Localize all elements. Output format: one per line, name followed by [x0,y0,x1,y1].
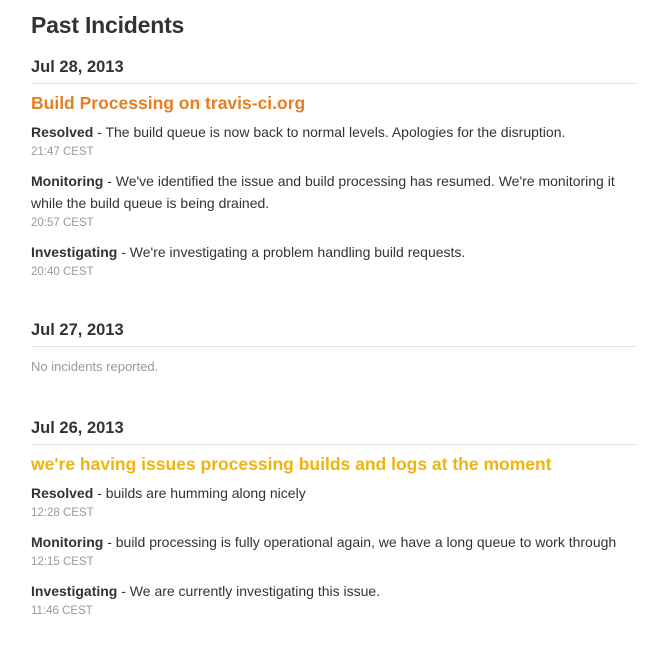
incident-update-monitoring [31,531,636,571]
incident-update-monitoring [31,170,636,232]
day-date: Jul 28, 2013 [31,56,636,84]
update-status: Resolved [31,485,94,501]
page-title: Past Incidents [31,12,185,38]
update-body [31,482,636,504]
day-jul-28-2013 [31,56,636,281]
day-jul-27-2013 [31,319,636,377]
day-date: Jul 26, 2013 [31,417,636,445]
incident-title-link[interactable]: Build Processing on travis-ci.org [31,93,306,113]
update-timestamp: 20:40 CEST [31,266,94,278]
update-timestamp: 20:57 CEST [31,217,94,229]
incident-update-investigating [31,580,636,620]
update-body [31,121,636,143]
update-message: - We are currently investigating this issue. [117,583,381,599]
update-status: Investigating [31,583,118,599]
incident-title-link[interactable]: we're having issues processing builds and logs at the moment [31,454,552,474]
incident-update-resolved [31,121,636,161]
update-body [31,580,636,602]
update-message: - We've identified the issue and build processing has resumed. We're monitoring it while the build queue is being drained. [31,173,615,211]
incident-update-resolved [31,482,636,522]
incident-update-investigating [31,241,636,281]
update-timestamp: 21:47 CEST [31,146,94,158]
update-status: Investigating [31,244,118,260]
update-timestamp: 11:46 CEST [31,605,93,617]
update-message: - builds are humming along nicely [93,485,306,501]
update-message: - build processing is fully operational again, we have a long queue to work through [103,534,617,550]
update-body [31,531,636,553]
update-status: Monitoring [31,173,104,189]
update-message: - We're investigating a problem handling build requests. [117,244,466,260]
update-body [31,170,636,214]
past-incidents-page [31,8,636,629]
day-jul-26-2013 [31,417,636,620]
update-message: - The build queue is now back to normal levels. Apologies for the disruption. [93,124,566,140]
day-date: Jul 27, 2013 [31,319,636,347]
update-timestamp: 12:28 CEST [31,507,94,519]
no-incidents-message: No incidents reported. [31,359,159,374]
update-status: Monitoring [31,534,104,550]
update-status: Resolved [31,124,94,140]
update-body [31,241,636,263]
update-timestamp: 12:15 CEST [31,556,94,568]
